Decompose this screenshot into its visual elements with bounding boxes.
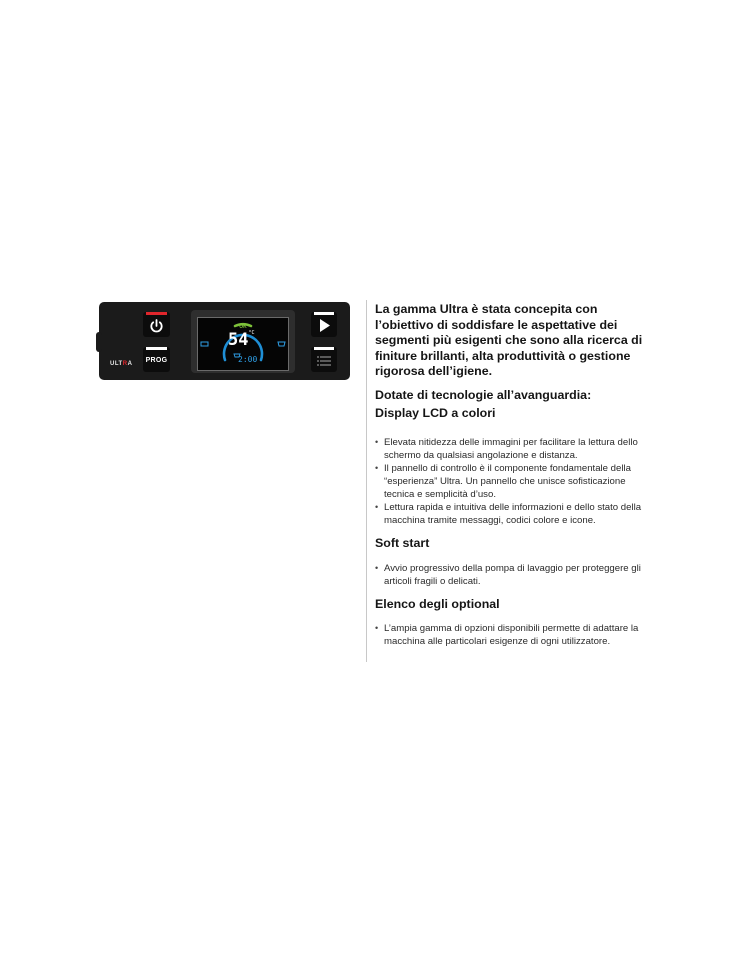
start-indicator-bar	[314, 312, 334, 315]
list-item: • L’ampia gamma di opzioni disponibili permette di adattare la macchina alle particolari esigenze di ogni utilizzatore.	[375, 622, 650, 648]
prog-label: PROG	[145, 357, 168, 364]
brand-logo: ULTRA	[110, 361, 133, 367]
options-list	[375, 622, 650, 648]
options-title: Elenco degli optional	[375, 596, 500, 611]
play-icon	[311, 312, 337, 337]
temperature-value: 54	[228, 330, 249, 350]
temperature-readout	[228, 330, 255, 350]
prog-indicator-bar	[146, 347, 167, 350]
list-item: • Avvio progressivo della pompa di lavaggio per proteggere gli articoli fragili o delicati.	[375, 562, 650, 588]
soft-start-title: Soft start	[375, 535, 430, 550]
lcd-feature-list	[375, 436, 650, 527]
feature-description	[375, 302, 650, 648]
column-divider	[366, 300, 367, 662]
menu-indicator-bar	[314, 347, 334, 350]
start-button[interactable]	[311, 312, 337, 337]
wash-tank-left-icon	[201, 342, 208, 346]
wash-tank-right-icon	[278, 342, 285, 346]
intro-paragraph: La gamma Ultra è stata concepita con l’obiettivo di soddisfare le aspettative dei segmenti più esigenti che sono alla ricerca di finiture brillanti, alta produttività o gestione rigorosa dell’igiene.	[375, 302, 643, 378]
ok-label: OK	[239, 324, 247, 330]
power-button[interactable]	[143, 312, 170, 337]
soft-start-list	[375, 562, 650, 588]
list-item: • Lettura rapida e intuitiva delle informazioni e dello stato della macchina tramite messaggi, codici colore e icone.	[375, 501, 650, 527]
panel-side-knob	[96, 332, 102, 352]
list-item: • Elevata nitidezza delle immagini per facilitare la lettura dello schermo da qualsiasi angolazione e distanza.	[375, 436, 650, 462]
list-item: • Il pannello di controllo è il componente fondamentale della “esperienza” Ultra. Un pannello che unisce sofisticazione tecnica e semplicità d’uso.	[375, 462, 650, 501]
technology-heading: Dotate di tecnologie all’avanguardia:	[375, 387, 592, 402]
power-icon	[143, 312, 170, 337]
lcd-display-frame	[191, 310, 295, 373]
menu-button[interactable]	[311, 347, 337, 372]
lcd-section-title: Display LCD a colori	[375, 405, 496, 420]
power-indicator-bar	[146, 312, 167, 315]
control-panel	[99, 302, 350, 380]
lcd-display	[197, 317, 289, 371]
time-readout: 2:00	[238, 355, 258, 364]
prog-button[interactable]	[143, 347, 170, 372]
list-icon	[311, 347, 337, 372]
temperature-unit: °C	[248, 330, 255, 336]
